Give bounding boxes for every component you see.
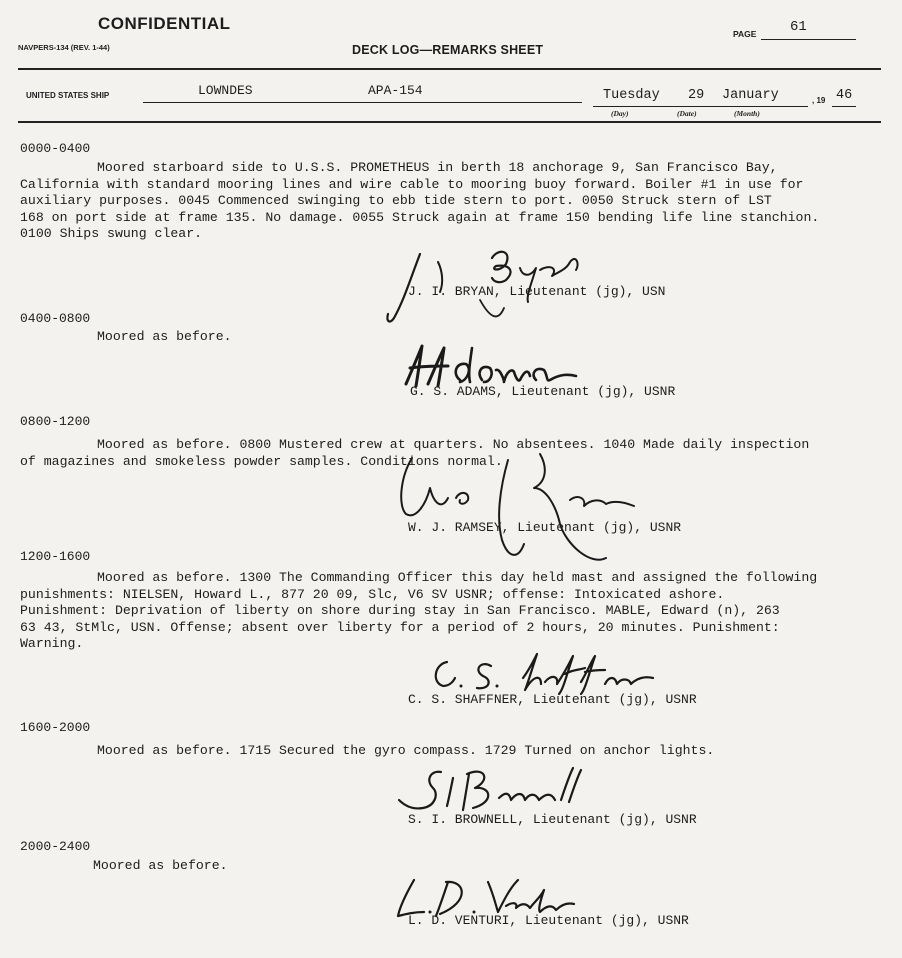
remark-line: Moored as before. bbox=[93, 858, 228, 873]
officer-signature bbox=[425, 648, 665, 698]
year-line bbox=[832, 106, 856, 107]
remark-line: 0100 Ships swung clear. bbox=[20, 226, 203, 241]
remark-line: punishments: NIELSEN, Howard L., 877 20 09, Slc, V6 SV USNR; offense: Intoxicated ashore. bbox=[20, 586, 725, 602]
date-caption: (Date) bbox=[677, 109, 697, 118]
remark-line: Warning. bbox=[20, 636, 84, 651]
year-prefix: , 19 bbox=[812, 96, 826, 105]
remark-line: California with standard mooring lines and wire cable to mooring buoy forward. Boiler #1 in use for bbox=[20, 176, 804, 192]
remark-line: Punishment: Deprivation of liberty on shore during stay in San Francisco. MABLE, Edward (n), 263 bbox=[20, 603, 780, 618]
officer-name: L. D. VENTURI, Lieutenant (jg), USNR bbox=[408, 913, 689, 928]
remark-line: Moored as before. bbox=[97, 329, 232, 344]
classification-label: CONFIDENTIAL bbox=[98, 14, 231, 33]
watch-remarks bbox=[20, 858, 228, 875]
ship-label: UNITED STATES SHIP bbox=[26, 91, 110, 100]
month-caption: (Month) bbox=[734, 109, 760, 118]
watch-period: 2000-2400 bbox=[20, 839, 91, 854]
watch-period: 1200-1600 bbox=[20, 549, 91, 564]
watch-period: 0400-0800 bbox=[20, 311, 91, 326]
page-number: 61 bbox=[790, 19, 807, 35]
year-value: 46 bbox=[836, 88, 853, 103]
date-line bbox=[593, 106, 808, 107]
remark-line: auxiliary purposes. 0045 Commenced swinging to ebb tide stern to port. 0050 Struck stern of LST bbox=[20, 193, 772, 208]
watch-period: 0800-1200 bbox=[20, 414, 91, 429]
remark-line: 168 on port side at frame 135. No damage. 0055 Struck again at frame 150 bending life line stanchion. bbox=[20, 209, 820, 225]
officer-signature bbox=[390, 448, 670, 573]
officer-signature bbox=[380, 240, 595, 325]
date-value: 29 bbox=[688, 88, 705, 103]
remark-line: Moored as before. 0800 Mustered crew at quarters. No absentees. 1040 Made daily inspection bbox=[97, 437, 810, 452]
watch-remarks bbox=[20, 329, 232, 346]
form-number: NAVPERS-134 (REV. 1-44) bbox=[18, 43, 110, 52]
hull-number: APA-154 bbox=[368, 83, 423, 98]
page-number-line bbox=[761, 39, 856, 40]
officer-name: J. I. BRYAN, Lieutenant (jg), USN bbox=[408, 284, 666, 299]
day-caption: (Day) bbox=[611, 109, 629, 118]
remark-line: Moored starboard side to U.S.S. PROMETHEUS in berth 18 anchorage 9, San Francisco Bay, bbox=[97, 160, 778, 175]
watch-remarks bbox=[20, 743, 714, 760]
watch-period: 0000-0400 bbox=[20, 141, 91, 156]
page-label: PAGE bbox=[733, 29, 757, 39]
watch-remarks bbox=[20, 160, 819, 243]
sheet-title: DECK LOG—REMARKS SHEET bbox=[352, 43, 544, 57]
officer-name: W. J. RAMSEY, Lieutenant (jg), USNR bbox=[408, 520, 682, 535]
day-value: Tuesday bbox=[603, 88, 660, 103]
remark-line: Moored as before. 1300 The Commanding Officer this day held mast and assigned the following bbox=[97, 570, 818, 585]
watch-period: 1600-2000 bbox=[20, 720, 91, 735]
remark-line: of magazines and smokeless powder samples. Conditions normal. bbox=[20, 453, 503, 469]
ship-name: LOWNDES bbox=[198, 83, 253, 98]
officer-signature bbox=[395, 762, 595, 817]
header-rule-bottom bbox=[18, 121, 881, 123]
ship-name-line bbox=[143, 102, 582, 103]
officer-name: S. I. BROWNELL, Lieutenant (jg), USNR bbox=[408, 812, 697, 827]
officer-name: C. S. SHAFFNER, Lieutenant (jg), USNR bbox=[408, 692, 697, 707]
remark-line: Moored as before. 1715 Secured the gyro compass. 1729 Turned on anchor lights. bbox=[97, 743, 715, 758]
officer-name: G. S. ADAMS, Lieutenant (jg), USNR bbox=[410, 384, 676, 399]
header-rule-top bbox=[18, 68, 881, 70]
month-value: January bbox=[722, 88, 779, 103]
watch-remarks bbox=[20, 570, 817, 653]
remark-line: 63 43, StMlc, USN. Offense; absent over liberty for a period of 2 hours, 20 minutes. Punishment: bbox=[20, 619, 780, 635]
